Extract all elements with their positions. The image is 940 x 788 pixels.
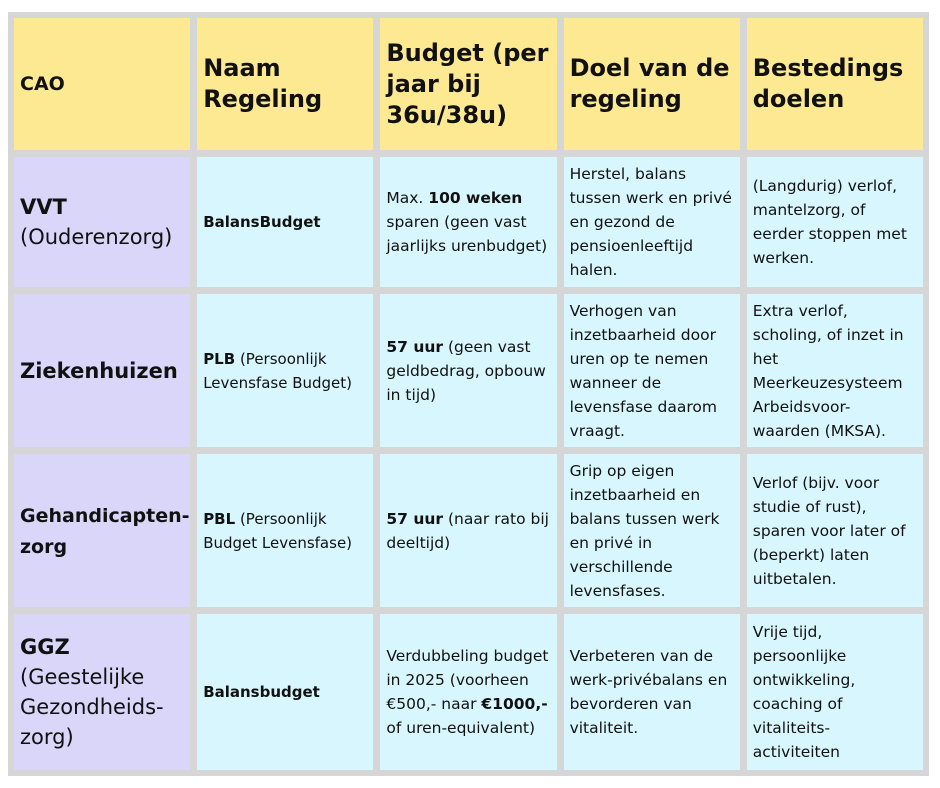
budget-cell xyxy=(380,614,556,770)
besteding-cell: (Langdurig) verlof, mantelzorg, of eerder stoppen met werken. xyxy=(747,157,923,287)
regeling-detail: (Persoonlijk Budget Levensfase) xyxy=(203,509,353,552)
cao-cell xyxy=(14,614,190,770)
budget-highlight: 100 weken xyxy=(428,189,523,207)
cao-subtitle: (Ouderenzorg) xyxy=(20,225,173,249)
budget-cell xyxy=(380,454,556,607)
budget-cell xyxy=(380,157,556,287)
header-bestedingsdoelen: Bestedings doelen xyxy=(747,18,923,150)
regeling-cell xyxy=(197,157,373,287)
regeling-cell xyxy=(197,454,373,607)
regeling-cell xyxy=(197,614,373,770)
cao-cell xyxy=(14,294,190,447)
table-row xyxy=(14,454,923,607)
doel-cell: Herstel, balans tussen werk en privé en gezond de pensioenleeftijd halen. xyxy=(564,157,740,287)
regeling-cell xyxy=(197,294,373,447)
cao-comparison-table xyxy=(7,11,930,777)
doel-cell: Grip op eigen inzetbaarheid en balans tussen werk en privé in verschillende levensfases. xyxy=(564,454,740,607)
budget-post: of uren-equivalent) xyxy=(386,719,536,737)
header-cao: CAO xyxy=(14,18,190,150)
budget-highlight: €1000,- xyxy=(481,695,548,713)
regeling-name: PBL xyxy=(203,509,236,528)
regeling-name: Balansbudget xyxy=(203,683,320,701)
budget-highlight: 57 uur xyxy=(386,509,444,528)
comparison-table-container xyxy=(8,12,929,776)
cao-name: GGZ xyxy=(20,635,70,659)
table-row xyxy=(14,294,923,447)
regeling-name: BalansBudget xyxy=(203,213,321,231)
cao-name: Ziekenhuizen xyxy=(20,358,178,383)
budget-post: (naar rato bij deeltijd) xyxy=(386,509,549,552)
regeling-detail: (Persoonlijk Levensfase Budget) xyxy=(203,349,353,392)
budget-highlight: 57 uur xyxy=(386,337,444,356)
header-row xyxy=(14,18,923,150)
besteding-cell: Vrije tijd, persoonlijke ontwikkeling, coaching of vitaliteits-activiteiten xyxy=(747,614,923,770)
header-budget: Budget (per jaar bij 36u/38u) xyxy=(380,18,556,150)
table-row xyxy=(14,614,923,770)
budget-pre: Max. xyxy=(386,189,429,207)
cao-cell xyxy=(14,157,190,287)
cao-cell xyxy=(14,454,190,607)
cao-name: Gehandicapten-zorg xyxy=(20,504,190,558)
budget-cell xyxy=(380,294,556,447)
doel-cell: Verhogen van inzetbaarheid door uren op te nemen wanneer de levensfase daarom vraagt. xyxy=(564,294,740,447)
besteding-cell: Verlof (bijv. voor studie of rust), sparen voor later of (beperkt) laten uitbetalen. xyxy=(747,454,923,607)
header-doel: Doel van de regeling xyxy=(564,18,740,150)
budget-pre: Verdubbeling budget in 2025 (voorheen €500,- naar xyxy=(386,647,549,713)
budget-post: (geen vast geldbedrag, opbouw in tijd) xyxy=(386,337,546,404)
budget-post: sparen (geen vast jaarlijks urenbudget) xyxy=(386,213,548,255)
cao-subtitle: (Geestelijke Gezondheids-zorg) xyxy=(20,665,164,749)
cao-name: VVT xyxy=(20,195,67,219)
doel-cell: Verbeteren van de werk-privébalans en bevorderen van vitaliteit. xyxy=(564,614,740,770)
header-naam-regeling: Naam Regeling xyxy=(197,18,373,150)
regeling-name: PLB xyxy=(203,349,236,368)
table-row xyxy=(14,157,923,287)
besteding-cell: Extra verlof, scholing, of inzet in het Meerkeuzesysteem Arbeidsvoor-waarden (MKSA). xyxy=(747,294,923,447)
